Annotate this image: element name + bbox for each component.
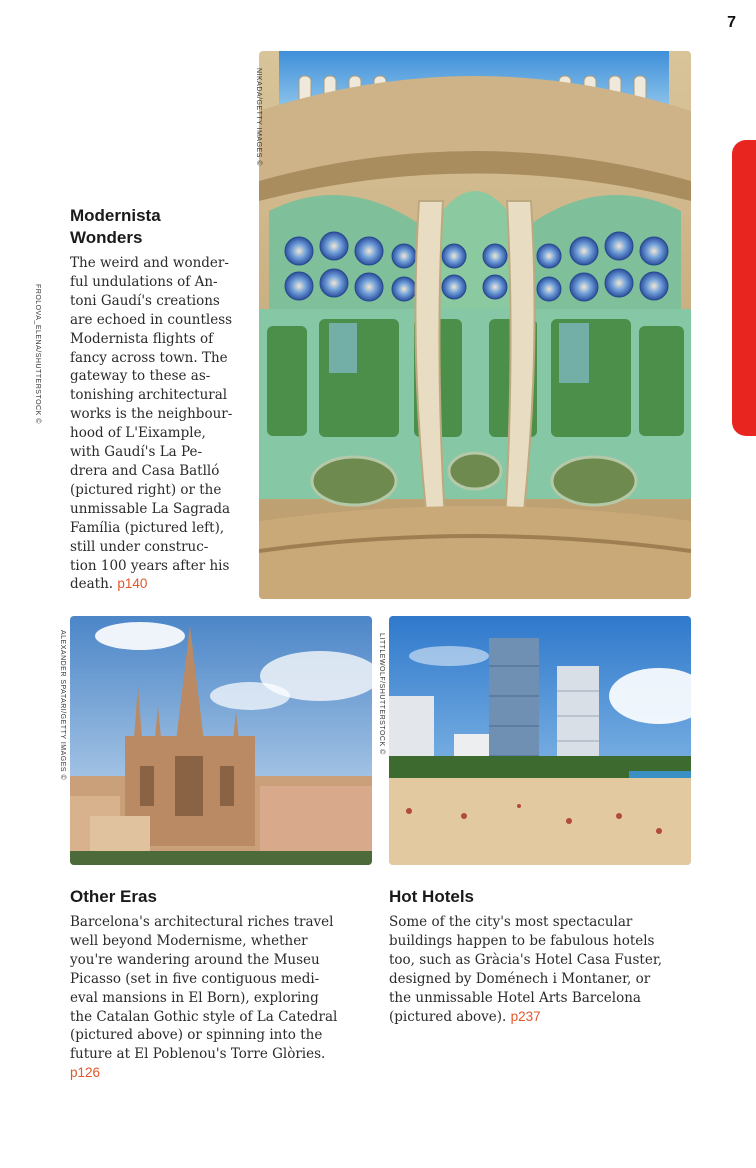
casa-batllo-photo <box>259 51 691 599</box>
body-line: buildings happen to be fabulous hotels <box>389 932 655 949</box>
body-line: tonishing architectural <box>70 387 228 404</box>
batllo-photo-credit: NIKADA/GETTY IMAGES © <box>255 68 262 166</box>
body-line: still under construc- <box>70 538 209 555</box>
left-column-photo-credit: FROLOVA_ELENA/SHUTTERSTOCK © <box>34 284 41 424</box>
body-line: eval mansions in El Born), exploring <box>70 989 319 1006</box>
body-line: fancy across town. The <box>70 349 228 366</box>
body-line: you're wandering around the Museu <box>70 951 320 968</box>
body-line: Barcelona's architectural riches travel <box>70 914 334 930</box>
other-eras-page-ref[interactable]: p126 <box>70 1065 101 1081</box>
body-line: The weird and wonder- <box>70 255 229 271</box>
modernista-title <box>70 205 161 249</box>
modernista-page-ref[interactable]: p140 <box>117 576 148 592</box>
body-line: designed by Doménech i Montaner, or <box>389 970 651 987</box>
body-line: (pictured right) or the <box>70 481 222 498</box>
body-line: the unmissable Hotel Arts Barcelona <box>389 989 641 1006</box>
body-line: gateway to these as- <box>70 368 211 385</box>
other-eras-body <box>70 913 360 1083</box>
body-line: hood of L'Eixample, <box>70 425 206 442</box>
body-line: (pictured above) or spinning into the <box>70 1027 323 1044</box>
hot-hotels-page-ref[interactable]: p237 <box>510 1008 541 1024</box>
chapter-tab[interactable] <box>732 140 756 436</box>
modernista-title-line1: Modernista <box>70 206 161 225</box>
modernista-title-line2: Wonders <box>70 228 143 247</box>
body-line: with Gaudí's La Pe- <box>70 444 203 461</box>
cathedral-photo <box>70 616 372 865</box>
body-line: toni Gaudí's creations <box>70 292 220 309</box>
body-line: well beyond Modernisme, whether <box>70 932 308 949</box>
body-line: future at El Poblenou's Torre Glòries. <box>70 1046 326 1063</box>
cathedral-photo-credit: ALEXANDER SPATARI/GETTY IMAGES © <box>59 630 66 781</box>
hot-hotels-body <box>389 913 689 1026</box>
body-line: tion 100 years after his <box>70 557 230 574</box>
body-line: Modernista flights of <box>70 330 214 347</box>
body-line: drera and Casa Batlló <box>70 462 220 479</box>
body-line: unmissable La Sagrada <box>70 500 231 517</box>
body-line: death. <box>70 576 114 593</box>
hot-hotels-title: Hot Hotels <box>389 887 474 906</box>
body-line: ful undulations of An- <box>70 273 218 290</box>
body-line: are echoed in countless <box>70 311 233 328</box>
body-line: works is the neighbour- <box>70 406 233 423</box>
page-number: 7 <box>727 14 736 31</box>
modernista-body <box>70 254 250 594</box>
body-line: Família (pictured left), <box>70 519 225 536</box>
body-line: too, such as Gràcia's Hotel Casa Fuster, <box>389 951 663 968</box>
body-line: Some of the city's most spectacular <box>389 914 633 930</box>
body-line: (pictured above). <box>389 1008 507 1025</box>
other-eras-title: Other Eras <box>70 887 157 906</box>
hotel-photo-credit: LITTLEWOLF/SHUTTERSTOCK © <box>378 633 385 755</box>
body-line: Picasso (set in five contiguous medi- <box>70 970 320 987</box>
hotel-arts-photo <box>389 616 691 865</box>
body-line: the Catalan Gothic style of La Catedral <box>70 1008 338 1025</box>
